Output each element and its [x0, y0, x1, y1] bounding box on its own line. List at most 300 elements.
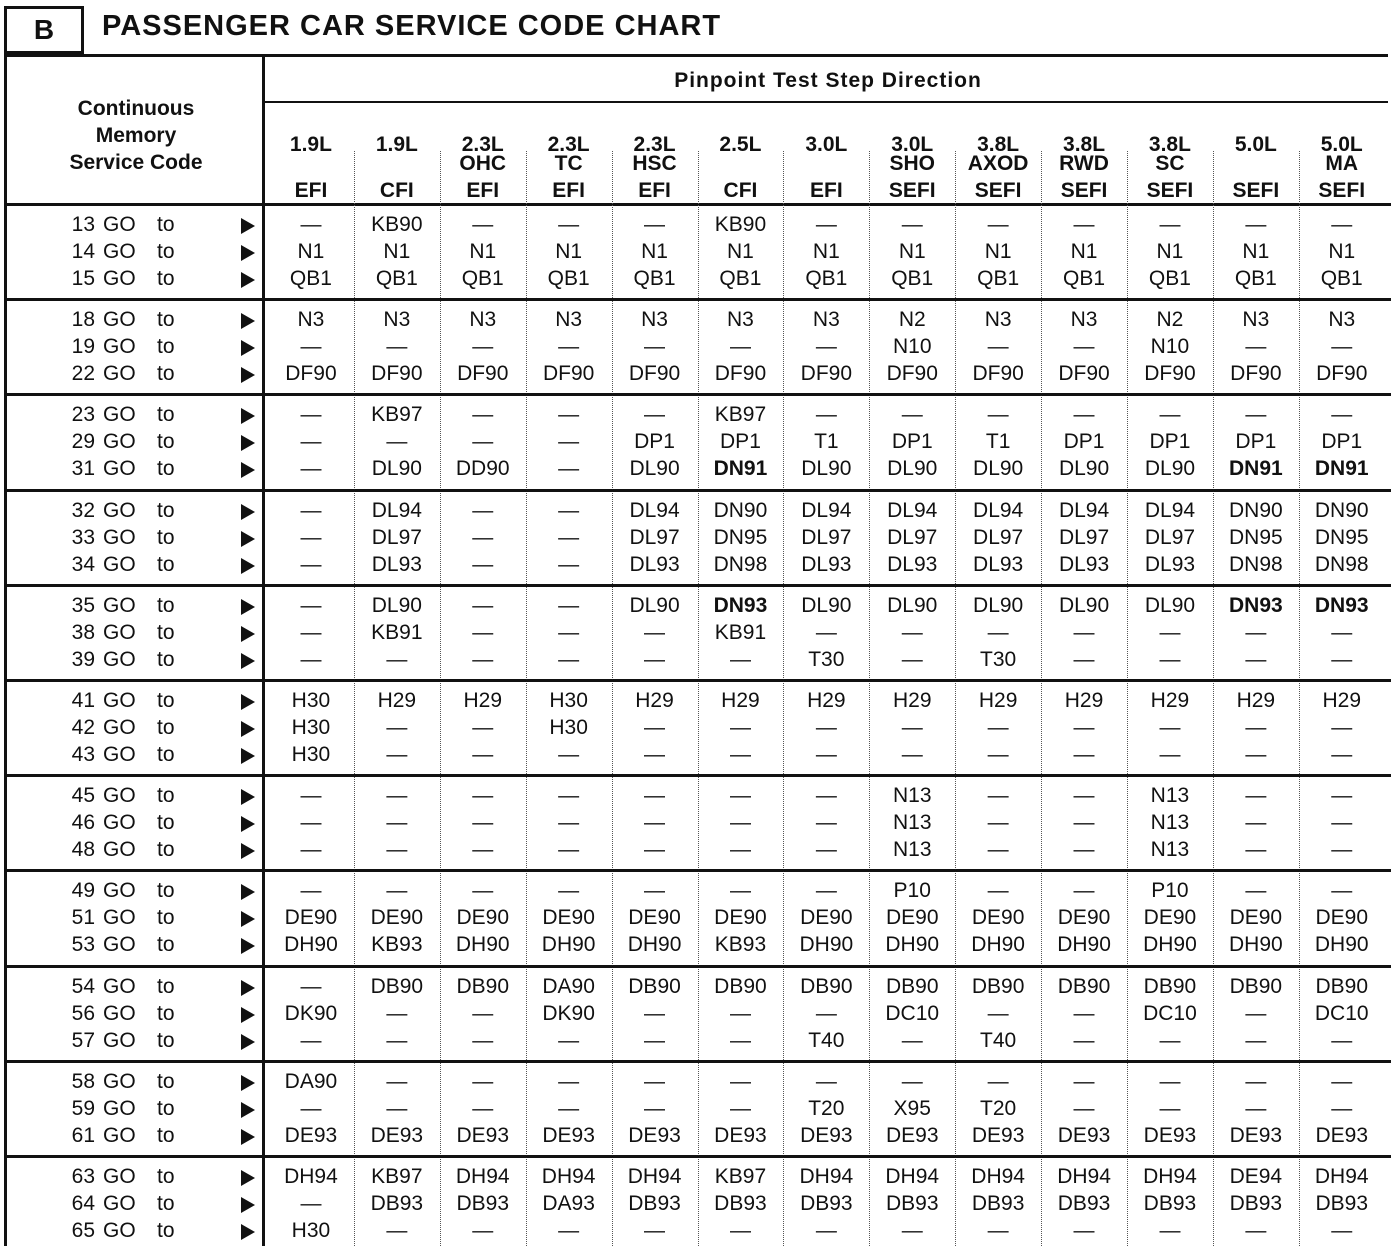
cell-code-41-col-5: H29 [635, 689, 674, 712]
cell-code-65-col-1: H30 [291, 1219, 331, 1242]
cell-code-34-col-12: DN98 [1228, 552, 1283, 576]
go-label: GO [103, 784, 136, 808]
cell-code-43-col-13: — [1331, 743, 1353, 766]
cell-code-33-col-4: — [558, 525, 580, 549]
to-label: to [157, 430, 175, 454]
cell-code-64-col-12: DB93 [1229, 1192, 1283, 1215]
cell-code-53-col-10: DH90 [1057, 933, 1111, 957]
cell-code-35-col-6: DN93 [713, 593, 768, 617]
cell-code-56-col-13: DC10 [1314, 1001, 1369, 1025]
cell-code-46-col-7: — [815, 811, 837, 835]
cell-code-58-col-10: — [1073, 1069, 1095, 1093]
cell-code-23-col-6: KB97 [714, 403, 767, 427]
cell-code-41-col-3: H29 [463, 689, 502, 712]
cell-code-58-col-2: — [386, 1069, 408, 1093]
right-arrow-icon [241, 408, 255, 424]
service-code-row-54 [7, 973, 265, 1000]
cell-code-54-col-7: DB90 [800, 974, 853, 998]
cell-code-45-col-4: — [558, 784, 580, 808]
right-arrow-icon [241, 843, 255, 859]
cell-code-54-col-3: DB90 [456, 974, 509, 998]
cell-code-46-col-3: — [472, 811, 494, 835]
cell-code-57-col-5: — [644, 1028, 666, 1052]
cell-code-13-col-5: — [644, 213, 666, 236]
cell-code-54-col-9: DB90 [971, 974, 1025, 998]
cell-code-45-col-7: — [815, 784, 837, 808]
cell-code-23-col-12: — [1245, 403, 1267, 427]
cell-code-45-col-13: — [1331, 784, 1353, 808]
cell-code-42-col-5: — [644, 716, 666, 739]
cell-code-33-col-11: DL97 [1144, 525, 1196, 549]
cell-code-48-col-7: — [815, 838, 837, 862]
cell-code-49-col-4: — [558, 879, 580, 903]
cell-code-34-col-8: DL93 [887, 552, 938, 576]
column-header-3-8l-axod-sefi-line-2: AXOD [967, 152, 1029, 175]
cell-code-32-col-12: DN90 [1228, 498, 1283, 522]
go-label: GO [103, 974, 136, 998]
service-code: 65 [71, 1219, 95, 1242]
go-label: GO [103, 1123, 136, 1147]
service-code: 19 [71, 335, 95, 359]
go-label: GO [103, 593, 136, 617]
cell-code-64-col-2: DB93 [370, 1192, 424, 1215]
cell-code-56-col-3: — [472, 1001, 494, 1025]
service-code-row-46 [7, 809, 265, 836]
service-code: 32 [71, 498, 95, 522]
to-label: to [157, 1219, 175, 1242]
service-code-row-49 [7, 877, 265, 904]
cell-code-23-col-1: — [300, 403, 322, 427]
cell-code-22-col-10: DF90 [1058, 362, 1110, 386]
service-code-row-51 [7, 904, 265, 931]
cell-code-64-col-9: DB93 [971, 1192, 1025, 1215]
cell-code-42-col-9: — [987, 716, 1009, 739]
right-arrow-icon [241, 245, 255, 261]
section-letter: B [33, 14, 55, 45]
cell-code-32-col-9: DL94 [973, 498, 1024, 522]
service-code-row-45 [7, 782, 265, 809]
service-code: 56 [71, 1001, 95, 1025]
service-code: 31 [71, 457, 95, 481]
cell-code-22-col-13: DF90 [1316, 362, 1368, 386]
cell-code-18-col-6: N3 [727, 308, 754, 332]
cell-code-53-col-12: DH90 [1228, 933, 1283, 957]
cell-code-33-col-3: — [472, 525, 494, 549]
cell-code-34-col-7: DL93 [801, 552, 852, 576]
cell-code-43-col-2: — [386, 743, 408, 766]
column-header-3-0l-sho-sefi-line-1: 3.0L [891, 133, 934, 156]
cell-code-38-col-11: — [1159, 620, 1181, 644]
cell-code-31-col-3: DD90 [455, 457, 510, 481]
column-header-2-3l-hsc-efi-line-1: 2.3L [633, 133, 676, 156]
right-arrow-icon [241, 367, 255, 383]
cell-code-57-col-9: T40 [980, 1028, 1017, 1052]
cell-code-33-col-7: DL97 [801, 525, 852, 549]
cell-code-22-col-5: DF90 [628, 362, 681, 386]
cell-code-39-col-11: — [1159, 647, 1181, 671]
chart-title: PASSENGER CAR SERVICE CODE CHART [102, 10, 722, 42]
cell-code-63-col-2: KB97 [371, 1165, 423, 1188]
cell-code-49-col-11: P10 [1151, 879, 1189, 903]
cell-code-59-col-12: — [1245, 1096, 1267, 1120]
column-header-3-8l-sc-sefi-line-1: 3.8L [1148, 133, 1191, 156]
column-header-2-5l-cfi-line-1: 2.5L [719, 133, 762, 156]
cell-code-48-col-4: — [558, 838, 580, 862]
cell-code-53-col-11: DH90 [1143, 933, 1197, 957]
go-label: GO [103, 838, 136, 862]
cell-code-38-col-6: KB91 [714, 620, 767, 644]
cell-code-64-col-10: DB93 [1057, 1192, 1111, 1215]
service-code-row-59 [7, 1095, 265, 1122]
cell-code-35-col-9: DL90 [973, 593, 1024, 617]
group-divider [7, 393, 1391, 396]
service-code: 43 [71, 743, 95, 766]
cell-code-13-col-11: — [1159, 213, 1181, 236]
to-label: to [157, 267, 175, 290]
cell-code-63-col-13: DH94 [1314, 1165, 1369, 1188]
cell-code-31-col-8: DL90 [887, 457, 938, 481]
to-label: to [157, 974, 175, 998]
to-label: to [157, 335, 175, 359]
cell-code-31-col-11: DL90 [1144, 457, 1196, 481]
cell-code-64-col-8: DB93 [885, 1192, 939, 1215]
cell-code-38-col-7: — [815, 620, 837, 644]
cell-code-46-col-1: — [300, 811, 322, 835]
cell-code-46-col-2: — [386, 811, 408, 835]
column-header-3-0l-sho-sefi-line-3: SEFI [888, 179, 936, 202]
cell-code-14-col-1: N1 [297, 240, 325, 263]
right-arrow-icon [241, 599, 255, 615]
go-label: GO [103, 647, 136, 671]
cell-code-32-col-6: DN90 [713, 498, 768, 522]
cell-code-32-col-13: DN90 [1314, 498, 1369, 522]
cell-code-39-col-13: — [1331, 647, 1353, 671]
cell-code-48-col-6: — [729, 838, 751, 862]
cell-code-45-col-5: — [644, 784, 666, 808]
cell-code-48-col-3: — [472, 838, 494, 862]
cell-code-22-col-2: DF90 [371, 362, 423, 386]
to-label: to [157, 1192, 175, 1215]
right-arrow-icon [241, 653, 255, 669]
cell-code-29-col-2: — [386, 430, 408, 454]
group-divider [7, 1060, 1391, 1063]
cell-code-18-col-2: N3 [383, 308, 411, 332]
cell-code-38-col-1: — [300, 620, 322, 644]
cell-code-38-col-10: — [1073, 620, 1095, 644]
cell-code-65-col-8: — [901, 1219, 923, 1242]
cell-code-14-col-5: N1 [641, 240, 668, 263]
cell-code-58-col-7: — [815, 1069, 837, 1093]
cell-code-65-col-9: — [987, 1219, 1009, 1242]
cell-code-43-col-3: — [472, 743, 494, 766]
cell-code-41-col-8: H29 [892, 689, 932, 712]
cell-code-56-col-5: — [644, 1001, 666, 1025]
right-arrow-icon [241, 340, 255, 356]
cell-code-46-col-10: — [1073, 811, 1095, 835]
cell-code-53-col-13: DH90 [1314, 933, 1369, 957]
to-label: to [157, 525, 175, 549]
cell-code-43-col-6: — [729, 743, 751, 766]
cell-code-59-col-7: T20 [808, 1096, 845, 1120]
cell-code-56-col-1: DK90 [284, 1001, 338, 1025]
cell-code-15-col-12: QB1 [1234, 267, 1277, 290]
cell-code-22-col-1: DF90 [285, 362, 337, 386]
column-header-1-9l-cfi-line-1: 1.9L [375, 133, 418, 156]
to-label: to [157, 784, 175, 808]
cell-code-49-col-3: — [472, 879, 494, 903]
cell-code-49-col-8: P10 [893, 879, 931, 903]
cell-code-15-col-6: QB1 [719, 267, 762, 290]
right-arrow-icon [241, 748, 255, 764]
cell-code-35-col-13: DN93 [1314, 593, 1369, 617]
cell-code-22-col-11: DF90 [1144, 362, 1196, 386]
cell-code-46-col-13: — [1331, 811, 1353, 835]
cell-code-43-col-12: — [1245, 743, 1267, 766]
cell-code-45-col-6: — [729, 784, 751, 808]
cell-code-49-col-10: — [1073, 879, 1095, 903]
cell-code-61-col-13: DE93 [1315, 1123, 1368, 1147]
cell-code-46-col-9: — [987, 811, 1009, 835]
right-arrow-icon [241, 313, 255, 329]
cell-code-35-col-10: DL90 [1058, 593, 1110, 617]
cell-code-41-col-12: H29 [1236, 689, 1276, 712]
cell-code-51-col-7: DE90 [800, 906, 853, 930]
right-arrow-icon [241, 816, 255, 832]
cell-code-32-col-10: DL94 [1058, 498, 1110, 522]
cell-code-39-col-7: T30 [808, 647, 845, 671]
cell-code-29-col-1: — [300, 430, 322, 454]
cell-code-23-col-4: — [558, 403, 580, 427]
go-label: GO [103, 362, 136, 386]
cell-code-38-col-2: KB91 [371, 620, 423, 644]
cell-code-39-col-10: — [1073, 647, 1095, 671]
cell-code-61-col-1: DE93 [284, 1123, 338, 1147]
cell-code-58-col-4: — [558, 1069, 580, 1093]
cell-code-64-col-1: — [300, 1192, 322, 1215]
cell-code-51-col-3: DE90 [456, 906, 509, 930]
cell-code-15-col-9: QB1 [977, 267, 1020, 290]
service-code: 54 [71, 974, 95, 998]
cell-code-38-col-9: — [987, 620, 1009, 644]
cell-code-13-col-10: — [1073, 213, 1095, 236]
service-code-row-65 [7, 1217, 265, 1244]
cell-code-58-col-12: — [1245, 1069, 1267, 1093]
cell-code-23-col-9: — [987, 403, 1009, 427]
cell-code-35-col-4: — [558, 593, 580, 617]
cell-code-33-col-12: DN95 [1228, 525, 1283, 549]
to-label: to [157, 811, 175, 835]
cell-code-15-col-3: QB1 [461, 267, 504, 290]
cell-code-31-col-12: DN91 [1228, 457, 1283, 481]
service-code: 63 [71, 1165, 95, 1188]
cell-code-13-col-4: — [558, 213, 580, 236]
to-label: to [157, 879, 175, 903]
cell-code-43-col-9: — [987, 743, 1009, 766]
cell-code-13-col-13: — [1331, 213, 1353, 236]
cell-code-65-col-13: — [1331, 1219, 1353, 1242]
cell-code-35-col-11: DL90 [1144, 593, 1196, 617]
to-label: to [157, 1069, 175, 1093]
column-header-3-8l-rwd-sefi-line-3: SEFI [1060, 179, 1108, 202]
cell-code-56-col-12: — [1245, 1001, 1267, 1025]
cell-code-14-col-7: N1 [812, 240, 840, 263]
service-code: 13 [71, 213, 95, 236]
cell-code-39-col-3: — [472, 647, 494, 671]
cell-code-34-col-5: DL93 [629, 552, 680, 576]
cell-code-38-col-5: — [644, 620, 666, 644]
cell-code-59-col-5: — [644, 1096, 666, 1120]
service-code-row-63 [7, 1163, 265, 1190]
column-header-3-8l-axod-sefi-line-1: 3.8L [977, 133, 1020, 156]
cell-code-41-col-10: H29 [1064, 689, 1104, 712]
cell-code-58-col-5: — [644, 1069, 666, 1093]
cell-code-54-col-6: DB90 [714, 974, 767, 998]
service-code-row-64 [7, 1190, 265, 1217]
cell-code-32-col-3: — [472, 498, 494, 522]
cell-code-18-col-13: N3 [1328, 308, 1356, 332]
column-header-5-0l-ma-sefi-line-3: SEFI [1318, 179, 1366, 202]
cell-code-42-col-1: H30 [291, 716, 331, 739]
cell-code-29-col-3: — [472, 430, 494, 454]
go-label: GO [103, 457, 136, 481]
cell-code-53-col-7: DH90 [799, 933, 854, 957]
column-header-3-0l-efi-line-3: EFI [810, 179, 843, 202]
cell-code-54-col-2: DB90 [370, 974, 424, 998]
cell-code-64-col-4: DA93 [542, 1192, 595, 1215]
cell-code-61-col-6: DE93 [714, 1123, 767, 1147]
continuous-memory-label-line-1: Continuous [77, 97, 195, 120]
column-header-3-8l-rwd-sefi-line-2: RWD [1059, 152, 1109, 175]
column-header-2-3l-ohc-efi-line-2: OHC [459, 152, 507, 175]
cell-code-61-col-7: DE93 [800, 1123, 853, 1147]
cell-code-42-col-10: — [1073, 716, 1095, 739]
service-code: 34 [71, 552, 95, 576]
cell-code-49-col-9: — [987, 879, 1009, 903]
column-header-1-9l-cfi-line-3: CFI [379, 179, 414, 202]
cell-code-42-col-12: — [1245, 716, 1267, 739]
cell-code-18-col-3: N3 [469, 308, 497, 332]
go-label: GO [103, 267, 136, 290]
cell-code-43-col-8: — [901, 743, 923, 766]
go-label: GO [103, 403, 136, 427]
cell-code-23-col-5: — [644, 403, 666, 427]
cell-code-63-col-11: DH94 [1143, 1165, 1197, 1188]
cell-code-29-col-9: T1 [985, 430, 1011, 454]
cell-code-19-col-9: — [987, 335, 1009, 359]
cell-code-18-col-10: N3 [1070, 308, 1098, 332]
cell-code-61-col-2: DE93 [370, 1123, 424, 1147]
cell-code-53-col-2: KB93 [371, 933, 423, 957]
group-divider [7, 298, 1391, 301]
cell-code-61-col-3: DE93 [456, 1123, 509, 1147]
go-label: GO [103, 1192, 136, 1215]
cell-code-45-col-9: — [987, 784, 1009, 808]
service-code-row-15 [7, 265, 265, 292]
service-code-row-29 [7, 428, 265, 455]
cell-code-31-col-10: DL90 [1058, 457, 1110, 481]
column-header-2-3l-tc-efi-line-2: TC [554, 152, 583, 175]
service-code: 35 [71, 593, 95, 617]
cell-code-48-col-8: N13 [892, 838, 932, 862]
cell-code-14-col-4: N1 [555, 240, 583, 263]
cell-code-54-col-5: DB90 [628, 974, 681, 998]
cell-code-39-col-2: — [386, 647, 408, 671]
cell-code-63-col-7: DH94 [799, 1165, 854, 1188]
cell-code-51-col-12: DE90 [1229, 906, 1283, 930]
cell-code-32-col-7: DL94 [801, 498, 852, 522]
cell-code-45-col-3: — [472, 784, 494, 808]
cell-code-49-col-5: — [644, 879, 666, 903]
cell-code-51-col-11: DE90 [1143, 906, 1197, 930]
cell-code-19-col-3: — [472, 335, 494, 359]
section-letter-box [4, 6, 84, 54]
cell-code-49-col-2: — [386, 879, 408, 903]
cell-code-35-col-7: DL90 [801, 593, 852, 617]
service-code-row-32 [7, 497, 265, 524]
cell-code-61-col-5: DE93 [628, 1123, 681, 1147]
service-code: 33 [71, 525, 95, 549]
cell-code-58-col-11: — [1159, 1069, 1181, 1093]
cell-code-22-col-6: DF90 [714, 362, 767, 386]
cell-code-46-col-5: — [644, 811, 666, 835]
cell-code-43-col-11: — [1159, 743, 1181, 766]
cell-code-64-col-6: DB93 [714, 1192, 767, 1215]
cell-code-59-col-13: — [1331, 1096, 1353, 1120]
cell-code-15-col-13: QB1 [1320, 267, 1363, 290]
column-header-2-5l-cfi-line-3: CFI [723, 179, 758, 202]
cell-code-42-col-4: H30 [549, 716, 588, 739]
cell-code-31-col-2: DL90 [371, 457, 422, 481]
go-label: GO [103, 906, 136, 930]
to-label: to [157, 838, 175, 862]
cell-code-31-col-13: DN91 [1314, 457, 1369, 481]
right-arrow-icon [241, 1075, 255, 1091]
cell-code-19-col-11: N10 [1150, 335, 1190, 359]
go-label: GO [103, 933, 136, 957]
column-header-3-8l-rwd-sefi-line-1: 3.8L [1063, 133, 1106, 156]
service-code: 14 [71, 240, 95, 263]
cell-code-54-col-12: DB90 [1229, 974, 1283, 998]
cell-code-63-col-10: DH94 [1057, 1165, 1111, 1188]
cell-code-51-col-6: DE90 [714, 906, 767, 930]
cell-code-34-col-11: DL93 [1144, 552, 1196, 576]
cell-code-13-col-8: — [901, 213, 923, 236]
group-divider [7, 965, 1391, 968]
cell-code-31-col-4: — [558, 457, 580, 481]
service-code-row-41 [7, 687, 265, 714]
right-arrow-icon [241, 531, 255, 547]
service-code-row-18 [7, 306, 265, 333]
cell-code-48-col-1: — [300, 838, 322, 862]
cell-code-33-col-9: DL97 [973, 525, 1024, 549]
cell-code-23-col-11: — [1159, 403, 1181, 427]
cell-code-58-col-6: — [729, 1069, 751, 1093]
cell-code-33-col-5: DL97 [629, 525, 680, 549]
cell-code-42-col-8: — [901, 716, 923, 739]
cell-code-29-col-11: DP1 [1149, 430, 1191, 454]
column-header-5-0l-ma-sefi-line-2: MA [1325, 152, 1359, 175]
right-arrow-icon [241, 694, 255, 710]
cell-code-64-col-7: DB93 [800, 1192, 853, 1215]
cell-code-22-col-7: DF90 [800, 362, 853, 386]
column-header-3-8l-sc-sefi-line-2: SC [1155, 152, 1185, 175]
cell-code-57-col-2: — [386, 1028, 408, 1052]
cell-code-45-col-1: — [300, 784, 322, 808]
column-header-2-3l-hsc-efi-line-2: HSC [632, 152, 677, 175]
service-code: 64 [71, 1192, 95, 1215]
cell-code-53-col-5: DH90 [627, 933, 682, 957]
cell-code-38-col-13: — [1331, 620, 1353, 644]
